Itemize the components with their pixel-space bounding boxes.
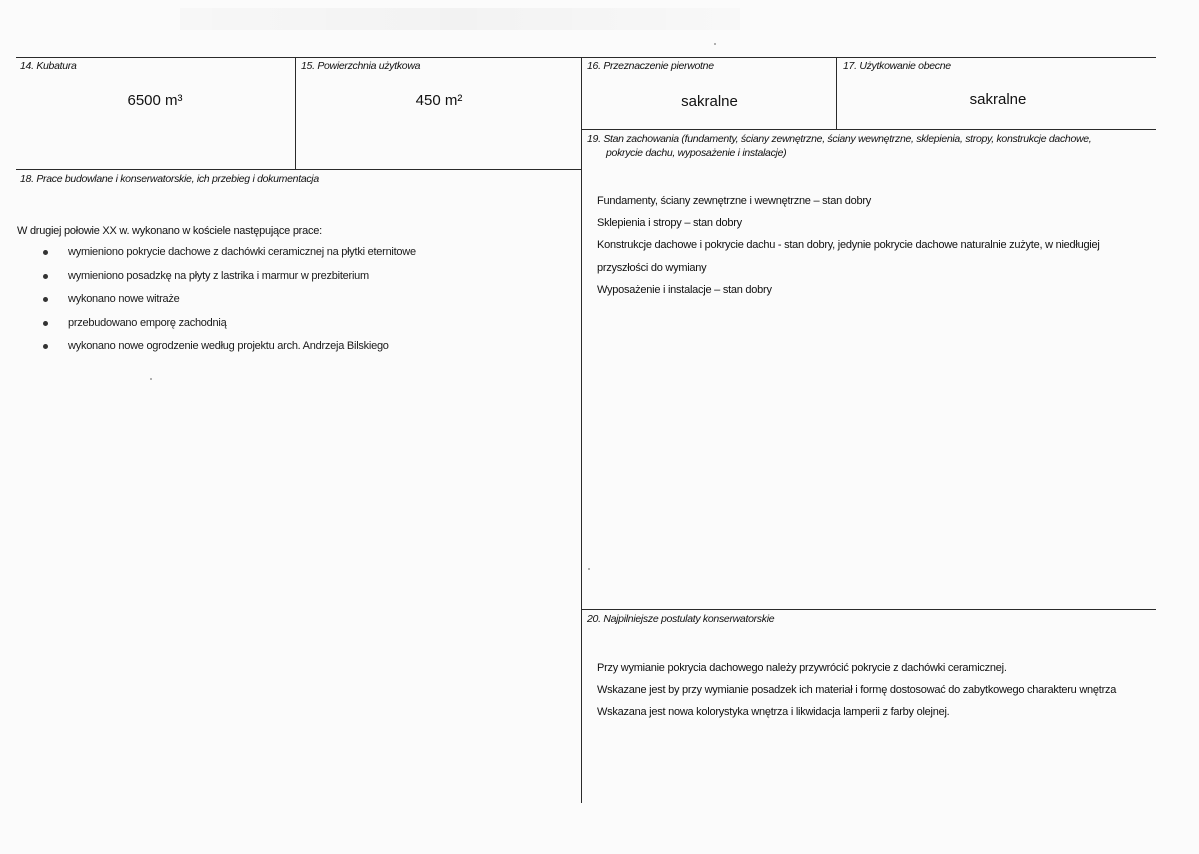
bullet-icon [43, 344, 48, 349]
field-19-label-line1: 19. Stan zachowania (fundamenty, ściany zewnętrzne, ściany wewnętrzne, sklepienia, stropy, konstrukcje dachowe, [587, 133, 1092, 145]
field-18-label: 18. Prace budowlane i konserwatorskie, ich przebieg i dokumentacja [20, 173, 319, 185]
field-14-value: 6500 m³ [127, 92, 183, 109]
divider-16-17 [836, 57, 837, 129]
list-item: wykonano nowe witraże [42, 293, 416, 317]
bullet-icon [43, 250, 48, 255]
rule-under-16-17 [581, 129, 1156, 130]
field-14-label: 14. Kubatura [20, 60, 77, 72]
scan-speck [150, 378, 152, 380]
field-19-line: Konstrukcje dachowe i pokrycie dachu - stan dobry, jedynie pokrycie dachowe naturalnie zużyte, w niedługiej [597, 239, 1100, 251]
rule-above-18 [16, 169, 582, 170]
bullet-icon [43, 321, 48, 326]
rule-above-20 [581, 609, 1156, 610]
field-15-label: 15. Powierzchnia użytkowa [301, 60, 421, 72]
field-19-line: Sklepienia i stropy – stan dobry [597, 217, 742, 229]
field-16-label: 16. Przeznaczenie pierwotne [587, 60, 714, 72]
scan-shadow [180, 8, 740, 30]
field-19-line: przyszłości do wymiany [597, 262, 707, 274]
divider-14-15 [295, 57, 296, 169]
field-18-intro: W drugiej połowie XX w. wykonano w kościele następujące prace: [17, 225, 322, 237]
field-15-value: 450 m² [415, 92, 463, 109]
field-20-line: Przy wymianie pokrycia dachowego należy przywrócić pokrycie z dachówki ceramicznej. [597, 662, 1007, 674]
field-17-label: 17. Użytkowanie obecne [843, 60, 951, 72]
scan-speck [588, 568, 590, 570]
list-item: wykonano nowe ogrodzenie według projektu arch. Andrzeja Bilskiego [42, 340, 416, 364]
bullet-icon [43, 274, 48, 279]
scan-speck [714, 43, 716, 45]
field-20-label: 20. Najpilniejsze postulaty konserwatorskie [587, 613, 775, 625]
field-19-label-line2: pokrycie dachu, wyposażenie i instalacje) [606, 147, 787, 159]
top-rule [16, 57, 1156, 58]
list-item: przebudowano emporę zachodnią [42, 317, 416, 341]
field-16-value: sakralne [681, 93, 738, 110]
field-17-value: sakralne [969, 91, 1027, 108]
list-item: wymieniono posadzkę na płyty z lastrika i marmur w prezbiterium [42, 270, 416, 294]
field-20-line: Wskazane jest by przy wymianie posadzek ich materiał i formę dostosować do zabytkowego charakteru wnętrza [597, 684, 1117, 696]
bullet-icon [43, 297, 48, 302]
list-item: wymieniono pokrycie dachowe z dachówki ceramicznej na płytki eternitowe [42, 246, 416, 270]
field-20-line: Wskazana jest nowa kolorystyka wnętrza i likwidacja lamperii z farby olejnej. [597, 706, 950, 718]
field-19-line: Wyposażenie i instalacje – stan dobry [597, 284, 772, 296]
field-18-list [42, 246, 416, 364]
divider-center [581, 57, 582, 803]
field-19-line: Fundamenty, ściany zewnętrzne i wewnętrzne – stan dobry [597, 195, 872, 207]
